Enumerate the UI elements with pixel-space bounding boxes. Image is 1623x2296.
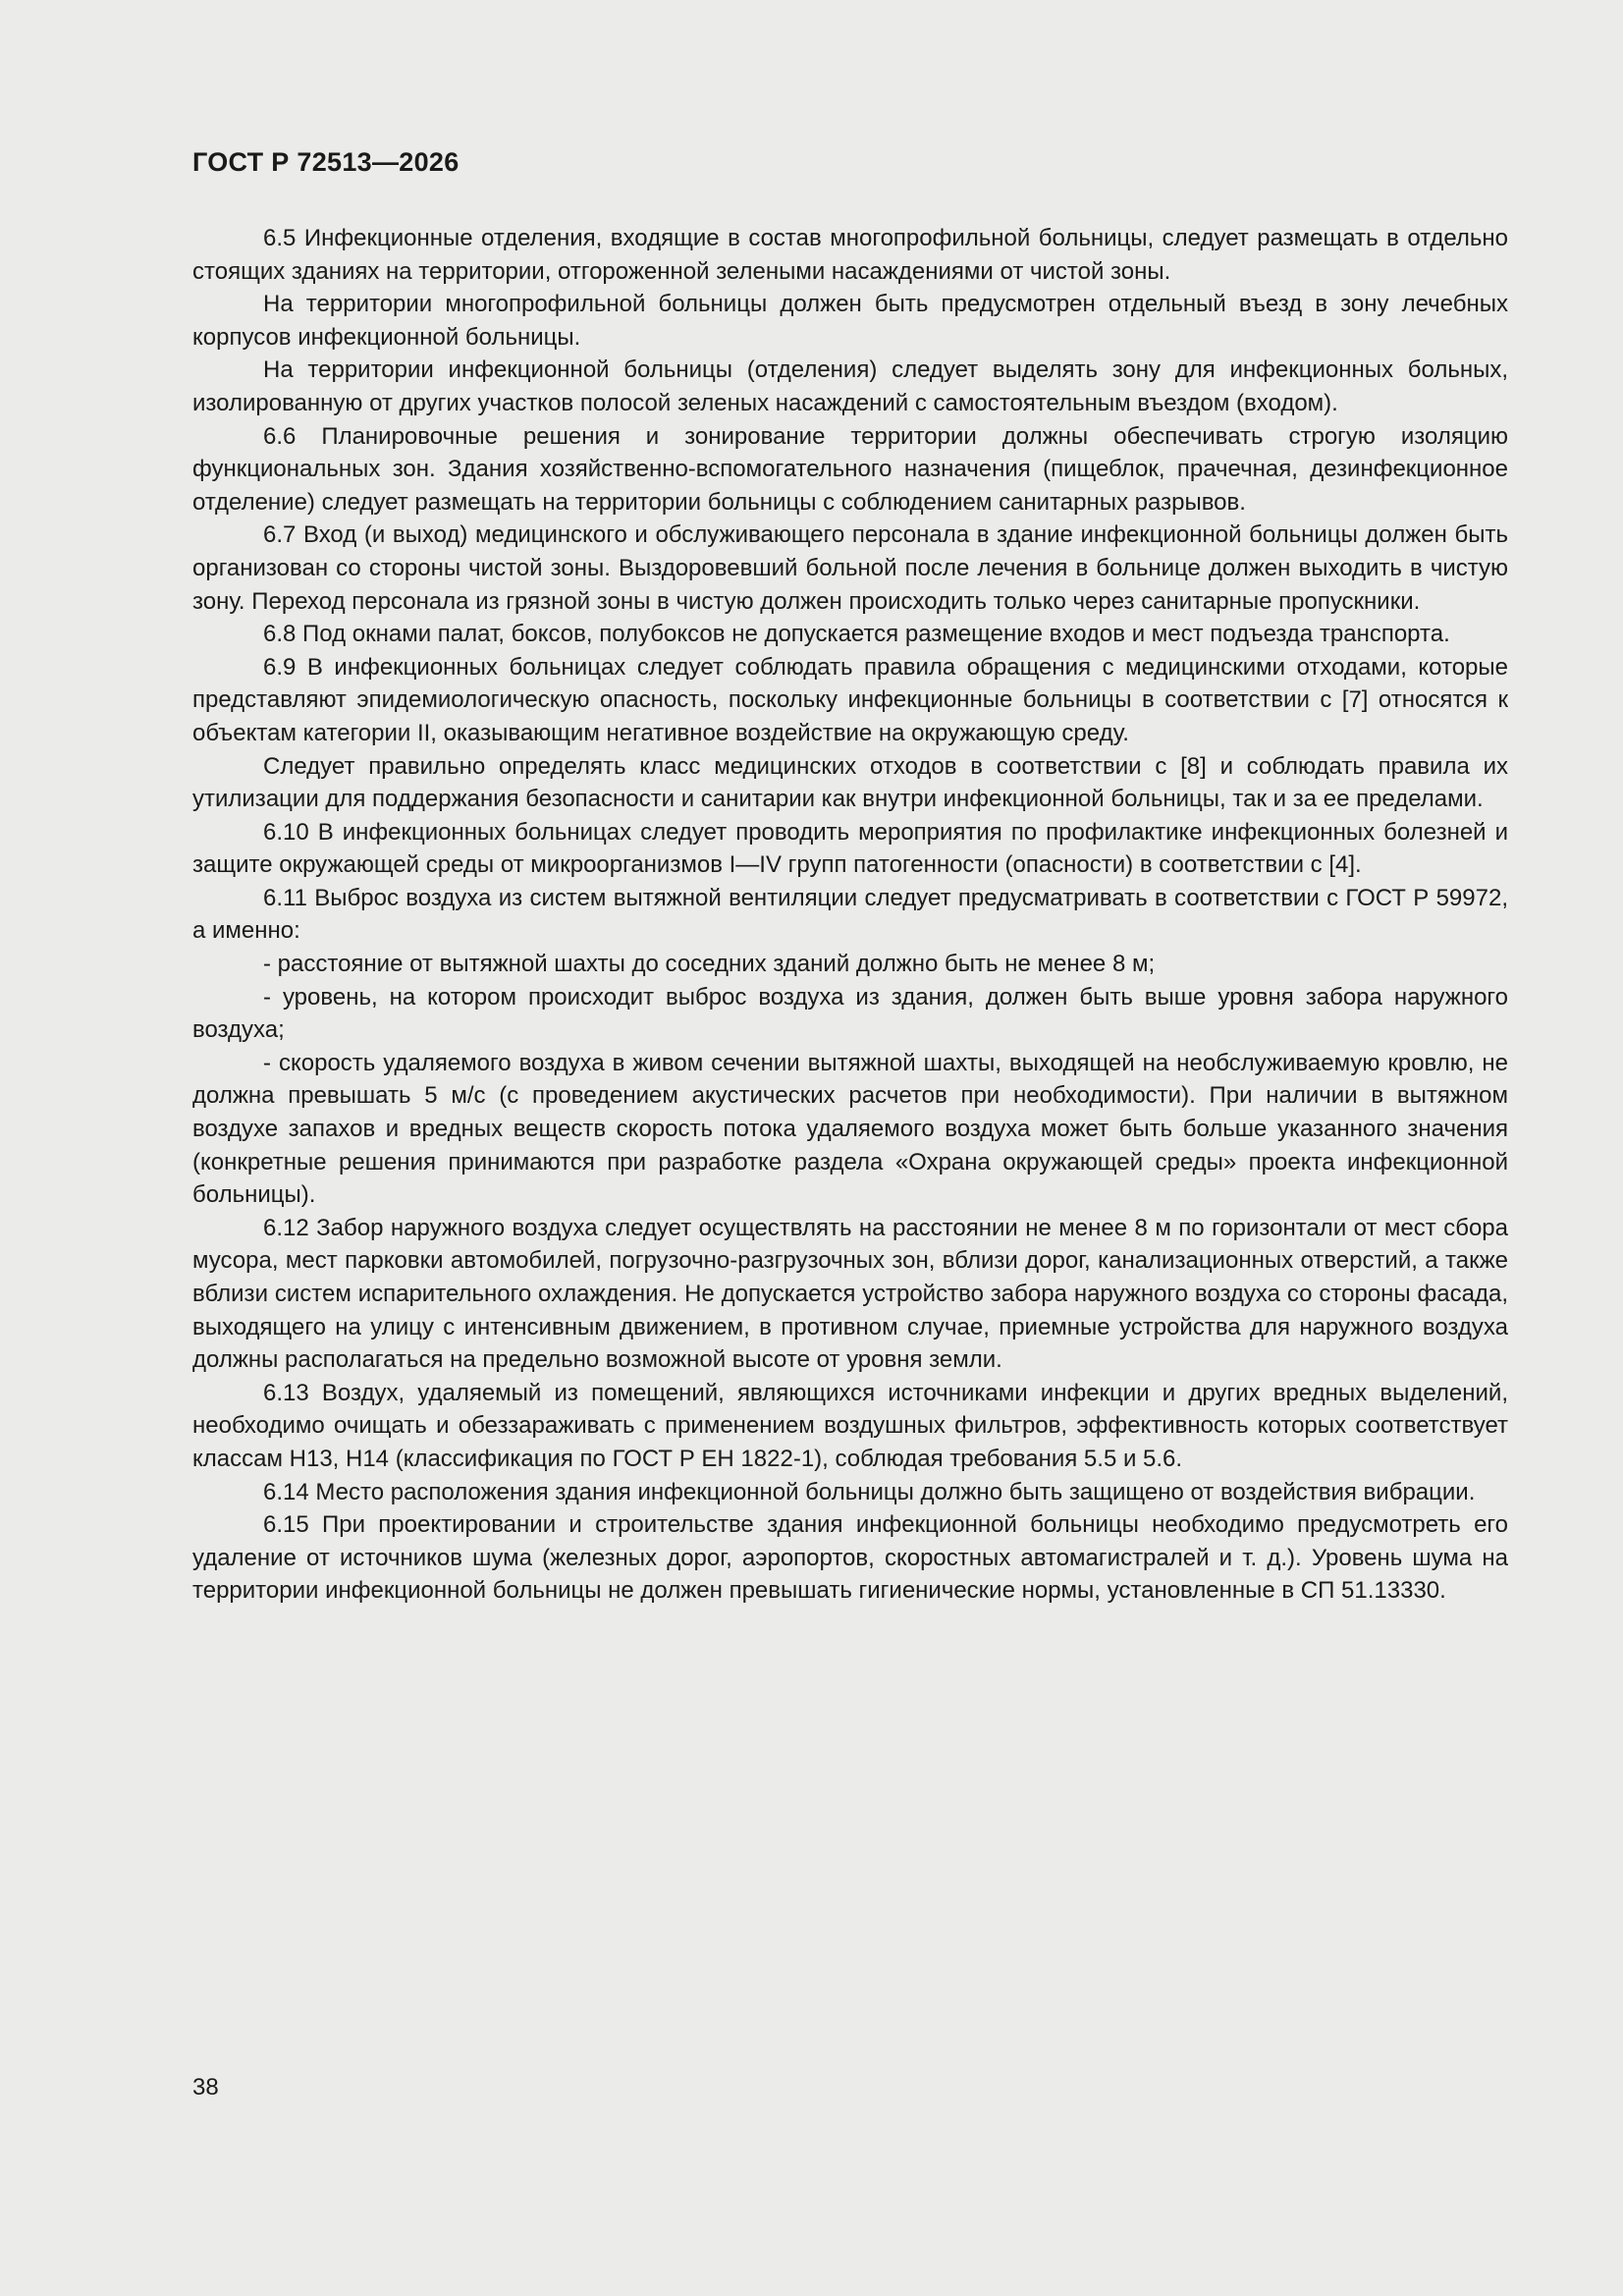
paragraph-6-11: 6.11 Выброс воздуха из систем вытяжной вентиляции следует предусматривать в соответствии с ГОСТ Р 59972, а именно:	[192, 884, 1508, 945]
paragraph-6-14: 6.14 Место расположения здания инфекционной больницы должно быть защищено от воздействия вибрации.	[263, 1478, 1476, 1505]
document-header: ГОСТ Р 72513—2026	[192, 147, 460, 177]
list-item-speed: - скорость удаляемого воздуха в живом сечении вытяжной шахты, выходящей на необслуживаемую кровлю, не должна превышать 5 м/с (с проведением акустических расчетов при необходимости). При наличии в вытяжном воздухе запахов и вредных веществ скорость потока удаляемого воздуха может быть больше указанного значения (конкретные решения принимаются при разработке раздела «Охрана окружающей среды» проекта инфекционной больницы).	[192, 1049, 1508, 1209]
paragraph-6-5-entry: На территории многопрофильной больницы должен быть предусмотрен отдельный въезд в зону лечебных корпусов инфекционной больницы.	[192, 291, 1508, 351]
paragraph-6-10: 6.10 В инфекционных больницах следует проводить мероприятия по профилактике инфекционных болезней и защите окружающей среды от микроорганизмов I—IV групп патогенности (опасности) в соответствии с [4].	[192, 818, 1508, 879]
paragraph-6-6: 6.6 Планировочные решения и зонирование территории должны обеспечивать строгую изоляцию функциональных зон. Здания хозяйственно-вспомогательного назначения (пищеблок, прачечная, дезинфекционное отделение) следует размещать на территории больницы с соблюдением санитарных разрывов.	[192, 422, 1508, 516]
paragraph-6-5-zone: На территории инфекционной больницы (отделения) следует выделять зону для инфекционных больных, изолированную от других участков полосой зеленых насаждений с самостоятельным въездом (входом).	[192, 356, 1508, 416]
paragraph-6-13: 6.13 Воздух, удаляемый из помещений, являющихся источниками инфекции и других вредных выделений, необходимо очищать и обеззараживать с применением воздушных фильтров, эффективность которых соответствует классам Н13, Н14 (классификация по ГОСТ Р ЕН 1822-1), соблюдая требования 5.5 и 5.6.	[192, 1379, 1508, 1472]
list-item-level: - уровень, на котором происходит выброс воздуха из здания, должен быть выше уровня забора наружного воздуха;	[192, 983, 1508, 1044]
paragraph-6-8: 6.8 Под окнами палат, боксов, полубоксов не допускается размещение входов и мест подъезда транспорта.	[263, 621, 1450, 648]
paragraph-6-9: 6.9 В инфекционных больницах следует соблюдать правила обращения с медицинскими отходами, которые представляют эпидемиологическую опасность, поскольку инфекционные больницы в соответствии с [7] относятся к объектам категории II, оказывающим негативное воздействие на окружающую среду.	[192, 653, 1508, 746]
page-number: 38	[192, 2074, 219, 2101]
paragraph-6-15: 6.15 При проектировании и строительстве здания инфекционной больницы необходимо предусмотреть его удаление от источников шума (железных дорог, аэропортов, скоростных автомагистралей и т. д.). Уровень шума на территории инфекционной больницы не должен превышать гигиенические нормы, установленные в СП 51.13330.	[192, 1511, 1508, 1605]
paragraph-6-5: 6.5 Инфекционные отделения, входящие в состав многопрофильной больницы, следует размещать в отдельно стоящих зданиях на территории, отгороженной зелеными насаждениями от чистой зоны.	[192, 225, 1508, 285]
paragraph-6-9-waste-class: Следует правильно определять класс медицинских отходов в соответствии с [8] и соблюдать правила их утилизации для поддержания безопасности и санитарии как внутри инфекционной больницы, так и за ее пределами.	[192, 752, 1508, 813]
paragraph-6-7: 6.7 Вход (и выход) медицинского и обслуживающего персонала в здание инфекционной больницы должен быть организован со стороны чистой зоны. Выздоровевший больной после лечения в больнице должен выходить в чистую зону. Переход персонала из грязной зоны в чистую должен происходить только через санитарные пропускники.	[192, 521, 1508, 615]
document-body	[192, 222, 1508, 1608]
paragraph-6-12: 6.12 Забор наружного воздуха следует осуществлять на расстоянии не менее 8 м по горизонтали от мест сбора мусора, мест парковки автомобилей, погрузочно-разгрузочных зон, вблизи дорог, канализационных отверстий, а также вблизи систем испарительного охлаждения. Не допускается устройство забора наружного воздуха со стороны фасада, выходящего на улицу с интенсивным движением, в противном случае, приемные устройства для наружного воздуха должны располагаться на предельно возможной высоте от уровня земли.	[192, 1214, 1508, 1374]
list-item-distance: - расстояние от вытяжной шахты до соседних зданий должно быть не менее 8 м;	[263, 951, 1156, 978]
